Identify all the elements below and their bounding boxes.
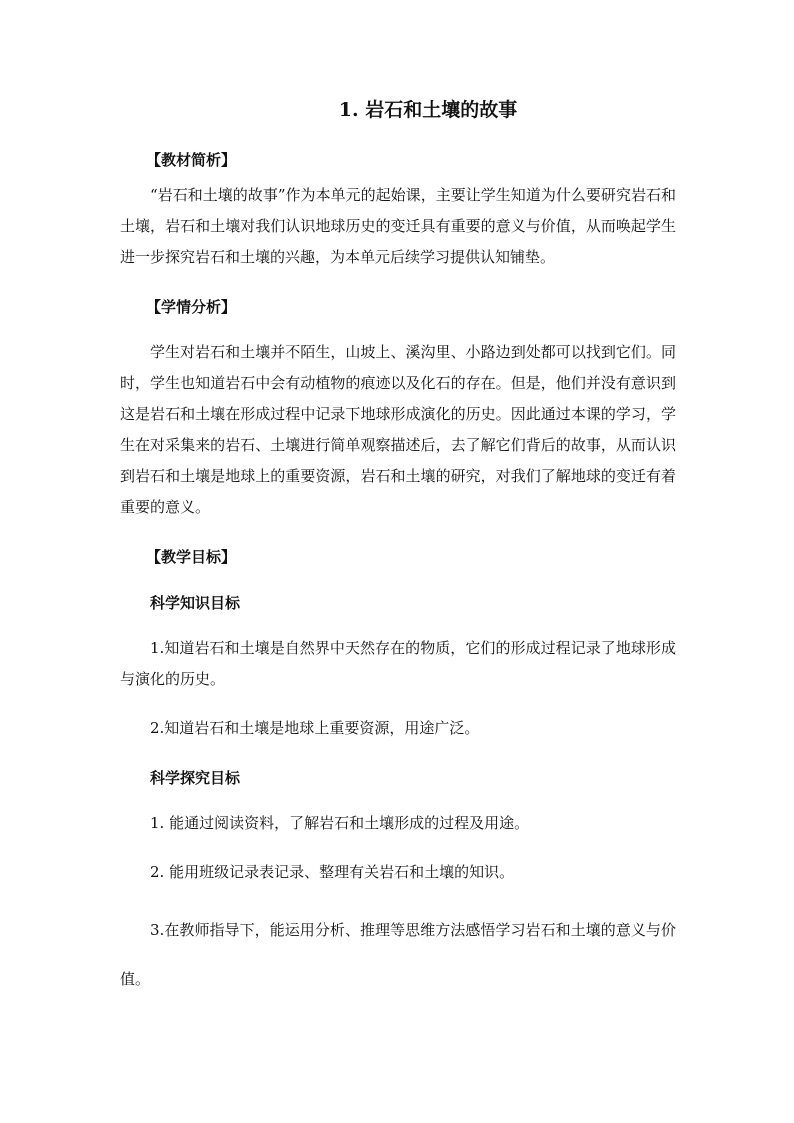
section-heading-textbook: 【教材简析】: [146, 151, 237, 169]
inquiry-goal-item: 2. 能用班级记录表记录、整理有关岩石和土壤的知识。: [150, 863, 515, 881]
section-heading-goals: 【教学目标】: [146, 548, 237, 566]
section-textbook: [120, 148, 676, 273]
section-goals: [120, 545, 676, 1004]
inquiry-goal-item: 1. 能通过阅读资料，了解岩石和土壤形成的过程及用途。: [150, 814, 530, 832]
inquiry-goal-item: 3.在教师指导下，能运用分析、推理等思维方法感悟学习岩石和土壤的意义与价值。: [120, 921, 676, 988]
knowledge-goals-heading: 科学知识目标: [150, 594, 241, 612]
page-title: 1. 岩石和土壤的故事: [338, 99, 518, 121]
document-content: [120, 96, 676, 1004]
students-paragraph: 学生对岩石和土壤并不陌生，山坡上、溪沟里、小路边到处都可以找到它们。同时，学生也知道岩石中会有动植物的痕迹以及化石的存在。但是，他们并没有意识到这是岩石和土壤在形成过程中记录下地球形成演化的历史。因此通过本课的学习，学生在对采集来的岩石、土壤进行简单观察描述后，去了解它们背后的故事，从而认识到岩石和土壤是地球上的重要资源，岩石和土壤的研究，对我们了解地球的变迁有着重要的意义。: [120, 343, 676, 516]
textbook-paragraph: “岩石和土壤的故事”作为本单元的起始课，主要让学生知道为什么要研究岩石和土壤，岩石和土壤对我们认识地球历史的变迁具有重要的意义与价值，从而唤起学生进一步探究岩石和土壤的兴趣，为本单元后续学习提供认知铺垫。: [120, 186, 676, 266]
section-heading-students: 【学情分析】: [146, 298, 237, 316]
section-students: [120, 295, 676, 523]
knowledge-goal-item: 2.知道岩石和土壤是地球上重要资源，用途广泛。: [150, 719, 480, 737]
knowledge-goal-item: 1.知道岩石和土壤是自然界中天然存在的物质，它们的形成过程记录了地球形成与演化的历史。: [120, 639, 676, 688]
inquiry-goals-heading: 科学探究目标: [150, 769, 241, 787]
